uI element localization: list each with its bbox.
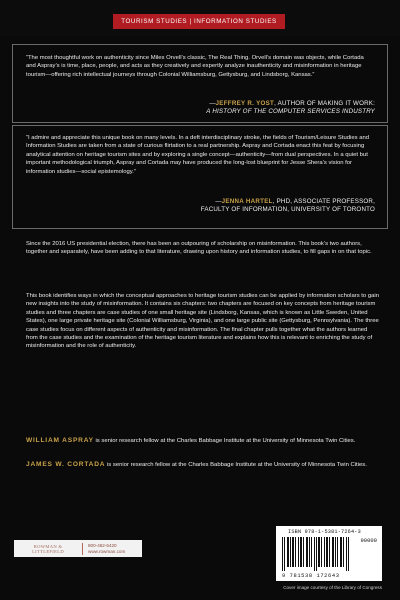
reviewer-role: , AUTHOR OF MAKING IT WORK: bbox=[274, 100, 375, 107]
reviewer-role: , PHD, ASSOCIATE PROFESSOR, bbox=[272, 198, 375, 205]
author-bio-text: is senior research fellow at the Charles Babbage Institute at the University of Minnesota Twin Cities. bbox=[105, 462, 367, 468]
author-bio bbox=[26, 437, 380, 445]
cover-credit: Cover image courtesy of the Library of Congress bbox=[283, 585, 382, 590]
blurb-box bbox=[12, 44, 388, 123]
reviewer-role-line2: A HISTORY OF THE COMPUTER SERVICES INDUSTRY bbox=[206, 108, 375, 116]
author-bio bbox=[26, 461, 380, 469]
publisher-logo-line2: LITTLEFIELD bbox=[32, 548, 64, 554]
isbn-text: ISBN 978-1-5381-7264-3 bbox=[288, 529, 361, 535]
reviewer-role-line2: FACULTY OF INFORMATION, UNIVERSITY OF TORONTO bbox=[200, 206, 375, 214]
attribution-dash: — bbox=[209, 100, 216, 107]
price-code: 90000 bbox=[360, 537, 377, 544]
barcode-box bbox=[276, 526, 382, 581]
author-name: WILLIAM ASPRAY bbox=[26, 437, 94, 444]
blurb-text: “I admire and appreciate this unique book on many levels. In a deft interdisciplinary stroke, the fields of Tourism/Leisure Studies and Information Studies are taken from a state of curious flirtation to a real partnership. Aspray and Cortada enact this feat by focusing analytical attention on heritage tourism sites and by exploring a single concept—authenticity—from dual perspectives. In a quiet but important methodological triumph, Aspray and Cortada may have produced the long-lost blueprint for Jesse Shera’s vision for information studies—social epistemology.” bbox=[26, 135, 370, 175]
blurb-attribution bbox=[201, 198, 375, 215]
publisher-logo-line1: ROWMAN & bbox=[33, 543, 63, 549]
blurb-text: “The most thoughtful work on authenticity since Miles Orvell’s classic, The Real Thing. Orvell’s domain was objects, while Cortada and Aspray’s is time, place, people, and acts as they creatively and expertly analyze inauthenticity and misinformation in heritage tourism—offering rich intellectual journeys through Colonial Williamsburg, Gettysburg, and Lindsborg, Kansas.” bbox=[26, 55, 364, 78]
blurb-attribution bbox=[206, 100, 375, 117]
author-name: JAMES W. CORTADA bbox=[26, 461, 106, 468]
publisher-logo bbox=[14, 544, 82, 554]
barcode-icon bbox=[281, 537, 351, 571]
category-label: TOURISM STUDIES | INFORMATION STUDIES bbox=[113, 14, 285, 29]
publisher-block bbox=[14, 540, 142, 557]
reviewer-name: JEFFREY R. YOST bbox=[215, 100, 275, 107]
description-paragraph: Since the 2016 US presidential election, there has been an outpouring of scholarship on misinformation. This book’s two authors, together and separately, have been adding to that literature, drawing upon history and information studies, to fill gaps in on that topic. bbox=[26, 241, 372, 256]
author-bio-text: is senior research fellow at the Charles Babbage Institute at the University of Minnesota Twin Cities. bbox=[93, 438, 356, 444]
publisher-website[interactable]: www.rowman.com bbox=[88, 548, 126, 554]
barcode-number: 9 781538 172643 bbox=[282, 573, 340, 579]
description-paragraph: This book identifies ways in which the conceptual approaches to heritage tourism studies can be applied by information scholars to gain new insights into the study of misinformation. It contains six chapters: two chapters are focused on key concepts from heritage tourism studies and three chapters are case studies of one small heritage site (Lindsborg, Kansas, which is known as Little Sweden, United States), one large private heritage site (Colonial Williamsburg, Virginia), and one large public site (Gettysburg, Pennsylvania). The three case studies focus on different aspects of authenticity and misinformation. The final chapter pulls together what the authors learned from the case studies and the examination of the heritage tourism literature and explains how this is relevant to enriching the study of misinformation and the role of authenticity. bbox=[26, 293, 379, 350]
publisher-contact bbox=[83, 543, 142, 555]
blurb-box bbox=[12, 125, 388, 229]
attribution-dash: — bbox=[215, 198, 222, 205]
publisher-phone: 800-462-6420 bbox=[88, 542, 117, 548]
reviewer-name: JENNA HARTEL bbox=[221, 198, 273, 205]
